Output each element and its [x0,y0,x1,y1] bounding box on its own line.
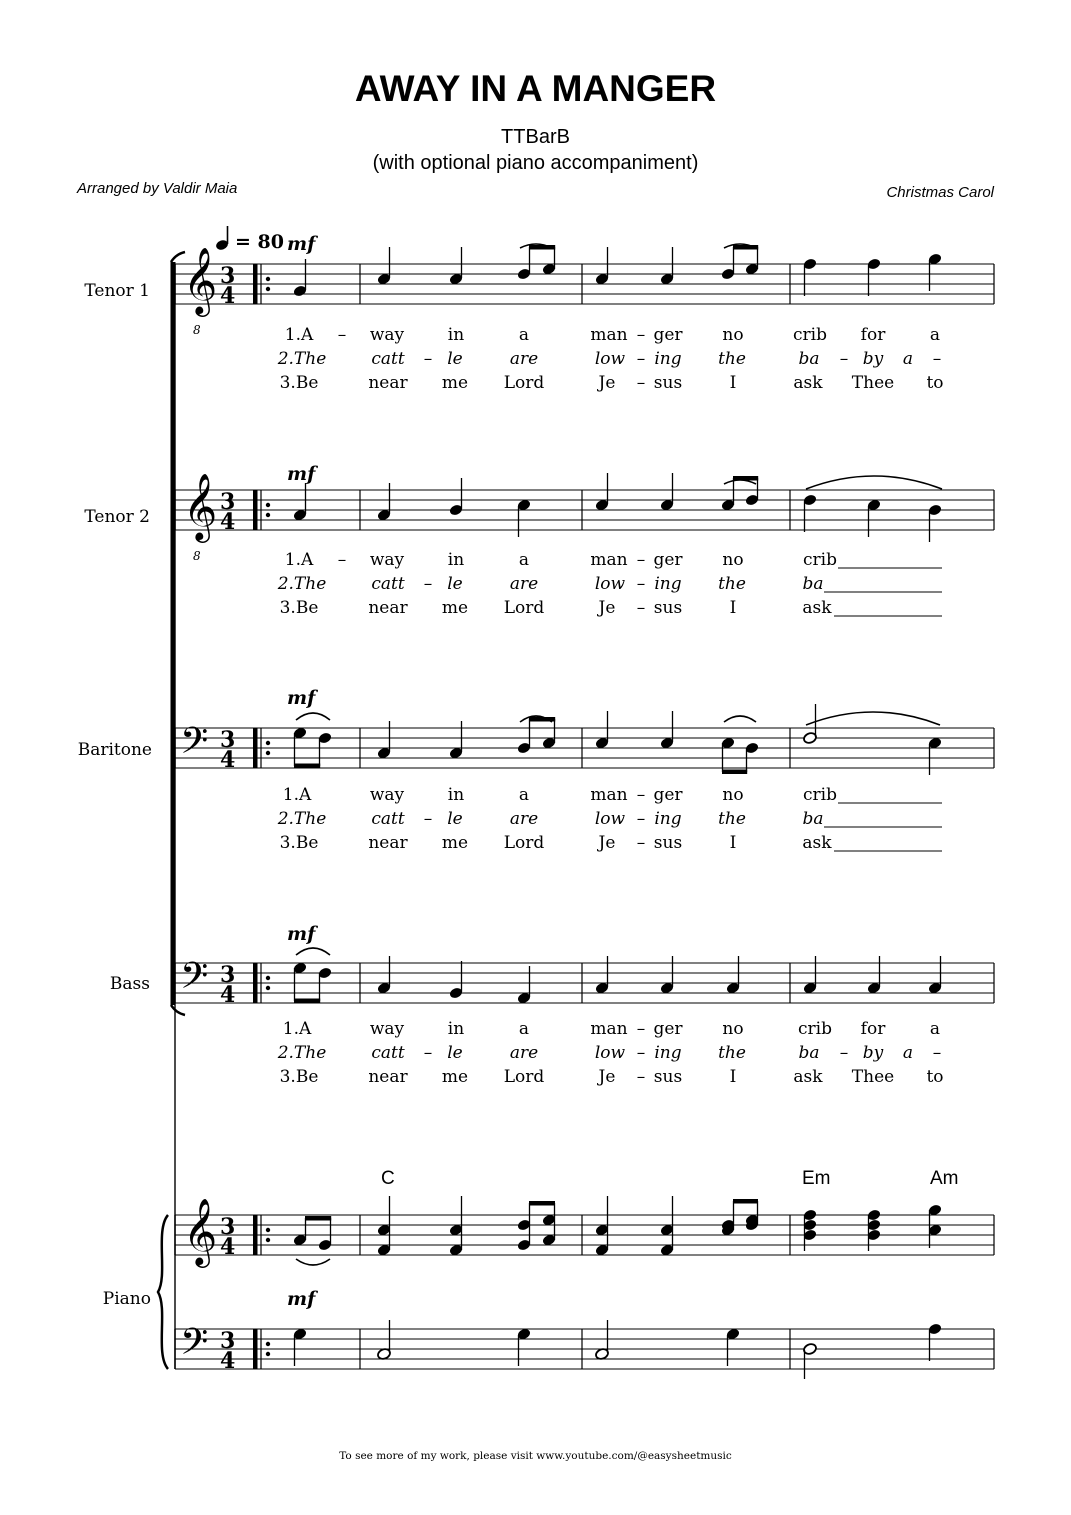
score-title: AWAY IN A MANGER [354,68,717,109]
lyric-syllable: no [722,550,744,570]
lyric-syllable: le [447,1043,463,1063]
chord-symbol: C [381,1168,395,1189]
instrument-name-piano: Piano [102,1289,151,1309]
lyric-syllable: catt [371,349,405,369]
lyric-syllable: to [926,1067,944,1087]
lyric-syllable: ing [654,574,682,594]
beam [733,1199,758,1204]
lyric-syllable: are [509,1043,539,1063]
tempo-marking [215,226,284,253]
lyric-syllable: in [447,1019,465,1039]
lyric-syllable: 2.The [277,1043,327,1063]
lyric-syllable: sus [653,1067,683,1087]
lyric-syllable: the [718,349,746,369]
lyric-syllable: to [926,373,944,393]
lyric-syllable: 2.The [277,574,327,594]
lyric-syllable: the [718,574,746,594]
lyric-syllable: 1.A [284,550,314,570]
lyric-syllable: crib [793,325,827,345]
lyric-syllable: le [447,809,463,829]
lyric-syllable: by [862,1043,884,1063]
lyric-syllable: no [722,325,744,345]
lyric-syllable: sus [653,833,683,853]
lyric-syllable: a [518,785,530,805]
lyric-syllable: Je [598,1067,616,1087]
chord-symbol: Am [930,1168,959,1189]
lyric-syllable: – [839,349,849,369]
beam [305,1216,331,1221]
lyric-syllable: in [447,785,465,805]
lyric-syllable: ger [653,1019,683,1039]
lyric-syllable: 3.Be [279,598,319,618]
lyric-syllable: ba [802,574,824,594]
lyric-syllable: 2.The [277,349,327,369]
slur [806,712,940,725]
lyric-syllable: le [447,574,463,594]
lyric-syllable: a [902,1043,914,1063]
lyric-syllable: – [636,809,646,829]
lyric-syllable: crib [798,1019,832,1039]
time-signature: 3 [220,489,236,515]
lyric-syllable: me [441,373,469,393]
slur [724,716,756,722]
lyric-syllable: Je [598,373,616,393]
svg-text:4: 4 [220,509,236,535]
svg-text:= 80: = 80 [235,231,284,253]
lyric-syllable: man [590,1019,628,1039]
svg-text:4: 4 [220,283,236,309]
lyric-syllable: ask [802,598,832,618]
lyric-syllable: a [518,1019,530,1039]
lyric-syllable: Lord [503,833,545,853]
lyric-syllable: no [722,1019,744,1039]
lyric-syllable: way [369,1019,405,1039]
footer-note: To see more of my work, please visit www.youtube.com/@easysheetmusic [339,1450,732,1462]
score-subtitle-voicing: TTBarB [501,126,570,148]
lyric-syllable: a [929,1019,941,1039]
lyric-syllable: – [636,349,646,369]
svg-text:4: 4 [220,1348,236,1374]
lyric-syllable: – [636,1067,646,1087]
lyric-syllable: – [932,349,942,369]
lyric-syllable: no [722,785,744,805]
lyric-syllable: le [447,349,463,369]
lyric-syllable: Lord [503,598,545,618]
treble-clef: 𝄞 [183,472,218,540]
composer-credit: Christmas Carol [886,184,994,201]
piano-brace [158,1215,168,1369]
treble-clef: 𝄞 [183,1197,218,1265]
time-signature: 3 [220,1214,236,1240]
lyric-syllable: – [932,1043,942,1063]
lyric-syllable: 1.A [282,785,312,805]
lyric-syllable: way [369,550,405,570]
lyric-syllable: low [594,349,626,369]
lyric-syllable: I [729,598,737,618]
lyric-syllable: I [729,373,737,393]
lyric-syllable: Je [598,598,616,618]
svg-text:4: 4 [220,982,236,1008]
beam [294,764,320,769]
lyric-syllable: crib [803,785,837,805]
lyric-syllable: – [337,550,347,570]
lyric-syllable: ing [654,809,682,829]
lyric-syllable: low [594,574,626,594]
lyric-syllable: a [518,325,530,345]
lyric-syllable: me [441,598,469,618]
lyric-syllable: – [636,598,646,618]
lyric-syllable: ba [802,809,824,829]
beam [529,1201,555,1206]
lyric-syllable: ing [654,1043,682,1063]
lyric-syllable: low [594,1043,626,1063]
lyric-syllable: the [718,1043,746,1063]
lyric-syllable: are [509,574,539,594]
lyric-syllable: – [636,833,646,853]
lyric-syllable: ger [653,785,683,805]
lyric-syllable: – [423,1043,433,1063]
lyric-syllable: – [636,785,646,805]
lyric-syllable: near [368,598,408,618]
bass-clef: 𝄢 [180,720,209,771]
lyric-syllable: 3.Be [279,1067,319,1087]
lyric-syllable: 3.Be [279,373,319,393]
lyric-syllable: 1.A [284,325,314,345]
lyric-syllable: near [368,833,408,853]
lyric-syllable: – [636,1043,646,1063]
time-signature: 3 [220,962,236,988]
instrument-name-tenor1: Tenor 1 [84,281,150,301]
bass-clef: 𝄢 [180,1321,209,1372]
lyric-syllable: Lord [503,1067,545,1087]
lyric-syllable: man [590,785,628,805]
lyric-syllable: 1.A [282,1019,312,1039]
dynamic-mf-tenor1: mf [287,233,316,255]
dynamic-mf-tenor2: mf [287,463,316,485]
lyric-syllable: in [447,550,465,570]
lyric-syllable: ask [793,1067,823,1087]
instrument-name-tenor2: Tenor 2 [84,507,150,527]
lyric-syllable: – [636,1019,646,1039]
time-signature: 3 [220,727,236,753]
lyric-syllable: – [636,550,646,570]
lyric-syllable: – [423,809,433,829]
slur [296,1259,330,1265]
lyric-syllable: ba [798,1043,820,1063]
lyric-syllable: in [447,325,465,345]
lyric-syllable: a [902,349,914,369]
octave-mark: 8 [193,323,201,337]
chord-symbol: Em [802,1168,831,1189]
octave-mark: 8 [193,549,201,563]
lyric-syllable: 2.The [277,809,327,829]
lyric-syllable: Thee [851,373,895,393]
lyric-syllable: sus [653,373,683,393]
dynamic-mf-baritone: mf [287,687,316,709]
lyric-syllable: for [860,325,886,345]
lyric-syllable: – [839,1043,849,1063]
lyric-syllable: a [929,325,941,345]
beam [722,770,747,775]
lyric-syllable: a [518,550,530,570]
lyric-syllable: catt [371,1043,405,1063]
staff-pl [175,1321,994,1374]
dynamic-mf-piano: mf [287,1288,316,1310]
lyric-syllable: way [369,785,405,805]
lyric-syllable: – [423,349,433,369]
slur [296,713,330,720]
treble-clef: 𝄞 [183,246,218,314]
lyric-syllable: crib [803,550,837,570]
lyric-syllable: me [441,833,469,853]
lyric-syllable: ask [802,833,832,853]
lyric-syllable: near [368,1067,408,1087]
lyric-syllable: Lord [503,373,545,393]
slur [806,476,942,489]
lyric-syllable: are [509,809,539,829]
lyric-syllable: man [590,325,628,345]
lyric-syllable: near [368,373,408,393]
lyric-syllable: way [369,325,405,345]
lyric-syllable: me [441,1067,469,1087]
lyric-syllable: – [636,373,646,393]
lyric-syllable: – [636,325,646,345]
arranger-credit: Arranged by Valdir Maia [77,180,238,197]
bass-clef: 𝄢 [180,955,209,1006]
lyric-syllable: I [729,833,737,853]
slur [296,948,330,955]
lyric-syllable: Thee [851,1067,895,1087]
lyric-syllable: for [860,1019,886,1039]
instrument-name-bass: Bass [109,974,150,994]
lyric-syllable: – [337,325,347,345]
time-signature: 3 [220,263,236,289]
lyric-syllable: ger [653,550,683,570]
lyric-syllable: 3.Be [279,833,319,853]
instrument-name-baritone: Baritone [77,740,152,760]
time-signature: 3 [220,1328,236,1354]
lyric-syllable: the [718,809,746,829]
lyric-syllable: ger [653,325,683,345]
lyric-syllable: ba [798,349,820,369]
lyric-syllable: low [594,809,626,829]
lyric-syllable: catt [371,809,405,829]
lyric-syllable: man [590,550,628,570]
lyric-syllable: I [729,1067,737,1087]
beam [294,999,320,1004]
dynamic-mf-bass: mf [287,923,316,945]
lyric-syllable: catt [371,574,405,594]
lyric-syllable: sus [653,598,683,618]
score-subtitle-accompaniment: (with optional piano accompaniment) [372,152,699,174]
lyric-syllable: are [509,349,539,369]
lyric-syllable: ask [793,373,823,393]
slur [724,480,756,484]
lyric-syllable: by [862,349,884,369]
lyric-syllable: – [636,574,646,594]
lyric-syllable: – [423,574,433,594]
svg-text:4: 4 [220,1234,236,1260]
lyric-syllable: Je [598,833,616,853]
lyric-syllable: ing [654,349,682,369]
svg-text:4: 4 [220,747,236,773]
